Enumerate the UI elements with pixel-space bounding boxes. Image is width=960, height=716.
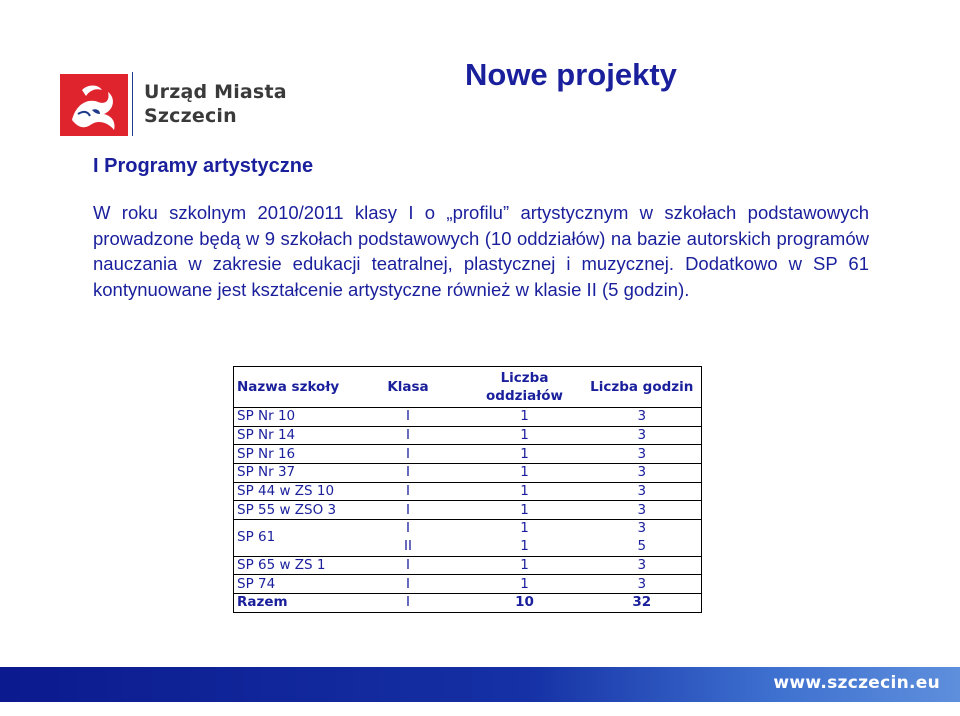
page-title: Nowe projekty	[465, 57, 677, 92]
table-row	[234, 575, 702, 594]
cell-name: SP 74	[237, 575, 276, 592]
footer-bar	[0, 667, 960, 702]
cell-class: I	[406, 575, 410, 592]
cell-class: I	[406, 464, 410, 481]
city-logo	[58, 70, 287, 140]
cell-hours: 3	[637, 556, 647, 573]
cell-hours: 3	[637, 483, 647, 500]
cell-name: SP Nr 10	[237, 408, 296, 425]
cell-class: I	[406, 483, 410, 500]
table-row	[234, 426, 702, 445]
cell-hours: 3	[637, 575, 647, 592]
cell-total-hours: 32	[632, 594, 652, 611]
cell-class: II	[404, 538, 412, 555]
table-row	[234, 408, 702, 427]
cell-divisions: 1	[520, 575, 529, 592]
cell-divisions: 1	[520, 427, 529, 444]
header-class: Klasa	[387, 379, 429, 395]
table-row	[234, 556, 702, 575]
cell-total-label: Razem	[237, 594, 288, 611]
cell-hours: 3	[637, 427, 647, 444]
cell-divisions: 1	[520, 408, 529, 425]
cell-name: SP Nr 16	[237, 445, 296, 462]
table-row	[234, 482, 702, 501]
cell-hours: 3	[637, 445, 647, 462]
header-school-name: Nazwa szkoły	[237, 379, 340, 395]
cell-divisions: 1	[520, 464, 529, 481]
cell-name: SP 61	[237, 529, 276, 546]
cell-class: I	[406, 408, 410, 425]
cell-divisions: 1	[520, 445, 529, 462]
cell-divisions: 1	[520, 483, 529, 500]
cell-name: SP 44 w ZS 10	[237, 483, 335, 500]
cell-total-class: I	[406, 594, 410, 611]
schools-table	[233, 366, 702, 613]
cell-hours: 5	[637, 538, 647, 555]
cell-hours: 3	[637, 408, 647, 425]
cell-name: SP Nr 37	[237, 464, 296, 481]
cell-class: I	[406, 520, 410, 537]
cell-total-divisions: 10	[515, 594, 534, 611]
cell-divisions: 1	[520, 501, 529, 518]
cell-class: I	[406, 501, 410, 518]
cell-hours: 3	[637, 520, 647, 537]
table-header-row	[234, 367, 702, 408]
cell-divisions: 1	[520, 538, 529, 555]
cell-name: SP Nr 14	[237, 427, 296, 444]
griffin-emblem-icon	[58, 70, 132, 140]
table-total-row	[234, 593, 702, 612]
section-paragraph: W roku szkolnym 2010/2011 klasy I o „profilu” artystycznym w szkołach podstawowych prowadzone będą w 9 szkołach podstawowych (10 oddziałów) na bazie autorskich programów nauczania w zakresie edukacji teatralnej, plastycznej i muzycznej. Dodatkowo w SP 61 kontynuowane jest kształcenie artystyczne również w klasie II (5 godzin).	[93, 202, 869, 300]
logo-divider	[132, 72, 133, 136]
cell-class: I	[406, 556, 410, 573]
logo-text-line1: Urząd Miasta	[144, 81, 287, 103]
cell-divisions: 1	[520, 556, 529, 573]
table-row	[234, 520, 702, 538]
section-title: I Programy artystyczne	[93, 155, 314, 177]
cell-hours: 3	[637, 464, 647, 481]
table-row	[234, 464, 702, 483]
cell-name: SP 55 w ZSO 3	[237, 501, 337, 518]
table-row	[234, 501, 702, 520]
footer-url[interactable]: www.szczecin.eu	[773, 673, 940, 693]
cell-hours: 3	[637, 501, 647, 518]
logo-text-line2: Szczecin	[144, 105, 237, 127]
header-divisions: Liczba oddziałów	[486, 370, 563, 404]
cell-divisions: 1	[520, 520, 529, 537]
header-hours: Liczba godzin	[590, 379, 694, 395]
cell-class: I	[406, 445, 410, 462]
cell-class: I	[406, 427, 410, 444]
cell-name: SP 65 w ZS 1	[237, 556, 326, 573]
table-row	[234, 445, 702, 464]
